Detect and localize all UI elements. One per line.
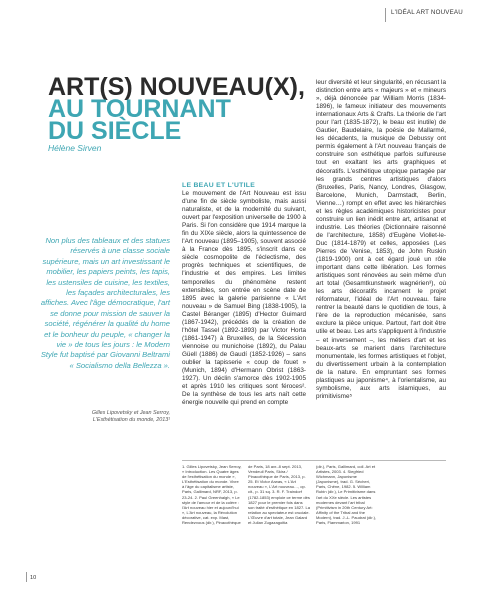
running-header: L'IDÉAL ART NOUVEAU [391,9,463,16]
footnotes-column-2: de Paris, 18 avr.-8 sept. 2013, Vendeuil Paris, Skira / Pinacothèque de Paris, 2013, p. 25. Et Victor Arwas, « L'Art nouveau », L'Art nouveau…, op. cit., p. 31 sq. 3. R. F. Traindorf (1782-1853) emploie ce terme dès 1827 pour le premier fois dans son traité d'esthétique en 1827. La relation au spectateur est cruciale. L'Œuvre d'art totale, Jean Galard et Julian Zugazagoitia [248,464,310,526]
folio-rule [26,572,27,582]
article-subtitle-line-2: DU SIÈCLE [48,117,182,145]
article-subtitle-line-1: AU TOURNANT [48,95,231,123]
footnotes-column-3: (dir.), Paris, Gallimard, coll. Art et Artistes, 2003. 4. Siegfried Wichmann, Japonisme (Japonisme), trad. G. Sécheri, Paris, Chêne, 1982. 5. William Rubin (dir.), Le Primitivisme dans l'art du XXe siècle. Les artistes modernes devant l'art tribal (Primitivism in 20th Century Art: Affinity of the Tribal and the Modern), trad. J.-L. Paudrat (dir.), Paris, Flammarion, 1991 [316,464,377,526]
footnotes-column-1: 1. Gilles Lipovetsky, Jean Serroy, « Introduction. Les Quatre âges de l'esthétisation du monde », L'Esthétisation du monde. Vivre à l'âge du capitalisme artiste, Paris, Gallimard, NRF, 2013, p. 23-24. 2. Paul Greenhalgh, « Le style de l'amour et de la colère : l'Art nouveau hier et aujourd'hui », L'Art nouveau, la Révolution décorative, cat. exp. Mast, Rendezvous (dir.), Pinacothèque [182,464,242,526]
body-column-2: leur diversité et leur singularité, en récusant la distinction entre arts « majeurs » et « mineurs », déjà dénoncée par William Morris (1834-1896), le fameux initiateur des mouvements internationaux Arts & Crafts. La théorie de l'art pour l'art (1835-1872), le beau est inutile) de Gautier, Baudelaire, la poésie de Mallarmé, les décadents, la musique de Debussy ont permis également à l'Art nouveau français de construire son esthétique parfois sulfureuse tout en exaltant les arts graphiques et décoratifs. L'esthétique utopique partagée par les grands centres artistiques d'alors (Bruxelles, Paris, Nancy, Londres, Glasgow, Barcelone, Munich, Darmstadt, Berlin, Vienne…) rompt en effet avec les hiérarchies et les règles académiques historicistes pour construire un lien inédit entre art, artisanat et industrie. Les théories (Dictionnaire raisonné de l'architecture, 1858) d'Eugène Viollet-le-Duc (1814-1879) et celles, apposées (Les Pierres de Venise, 1853), de John Ruskin (1819-1900) ont à cet égard joué un rôle important dans cette libération. Les formes artistiques sont rénovées au sein même d'un art total (Gesamtkunstwerk wagnérien³), où les arts décoratifs incarnent le projet réformateur, l'idéal de l'Art nouveau. faire rentrer la beauté dans le quotidien de tous, à l'ère de la reproduction mécanisée, sans exclure la pièce unique. Partout, l'art doit être utile et beau. Les arts s'appliquent à l'industrie – et inversement –, les métiers d'art et les beaux-arts se marient dans l'architecture monumentale, les formes artistiques et l'objet, du divertissement urbain à la contemplation de la nature. En empruntant ses formes plastiques au japonisme⁴, à l'orientalisme, au symbolisme, aux arts islamiques, au primitivisme⁵ [316,79,446,400]
body-column-1: Le mouvement de l'Art Nouveau est issu d'une fin de siècle symboliste, mais aussi naturaliste, et de la modernité du suivant, ouvert par l'exposition universelle de 1900 à Paris. Si l'on considère que 1914 marque la fin du XIXe siècle, alors la quintessence de l'Art nouveau (1895–1905), souvent associé à la France dès 1895, s'inscrit dans ce siècle cosmopolite de l'éclectisme, des progrès techniques et scientifiques, de l'industrie et des empires. Les limites temporelles du phénomène restent extensibles, son entrée en scène date de 1895 avec la galerie parisienne « L'Art nouveau » de Samuel Bing (1838-1905), la Castel Béranger (1895) d'Hector Guimard (1867-1942), précédés de la création de l'hôtel Tassel (1892-1893) par Victor Horta (1861-1947) à Bruxelles, de la Sécession viennoise ou munichoise (1892), du Palau Güell (1886) de Gaudí (1852-1926) – sans oublier la tapisserie « coup de fouet » (Munich, 1894) d'Hermann Obrist (1863-1927). Un déclin s'amorce dès 1902-1905 et après 1910 les critiques sont féroces². De la synthèse de tous les arts naît cette énergie nouvelle qui prend en compte [182,190,306,407]
section-heading: LE BEAU ET L'UTILE [182,182,256,189]
header-rule [385,8,386,22]
page-number: 10 [30,575,37,581]
pull-quote: Non plus des tableaux et des statues réservés à une classe sociale supérieure, mais un art investissant le mobilier, les papiers peints, les tapis, les ustensiles de cuisine, les textiles, les façades architecturales, les affiches. Avec l'âge démocratique, l'art se donne pour mission de sauver la société, régénérer la qualité du home et le bonheur du peuple, « changer la vie » de tous les jours : le Modern Style fut baptisé par Giovanni Beltrami « Socialismo della Bellezza ». [40,236,170,370]
article-title: ART(S) NOUVEAU(X), [48,73,305,101]
pull-quote-citation: Gilles Lipovetsky et Jean Serroy, L'Esthétisation du monde, 2013¹ [91,410,170,424]
footnotes-rule [182,460,446,461]
article-author: Hélène Sirven [48,143,102,153]
